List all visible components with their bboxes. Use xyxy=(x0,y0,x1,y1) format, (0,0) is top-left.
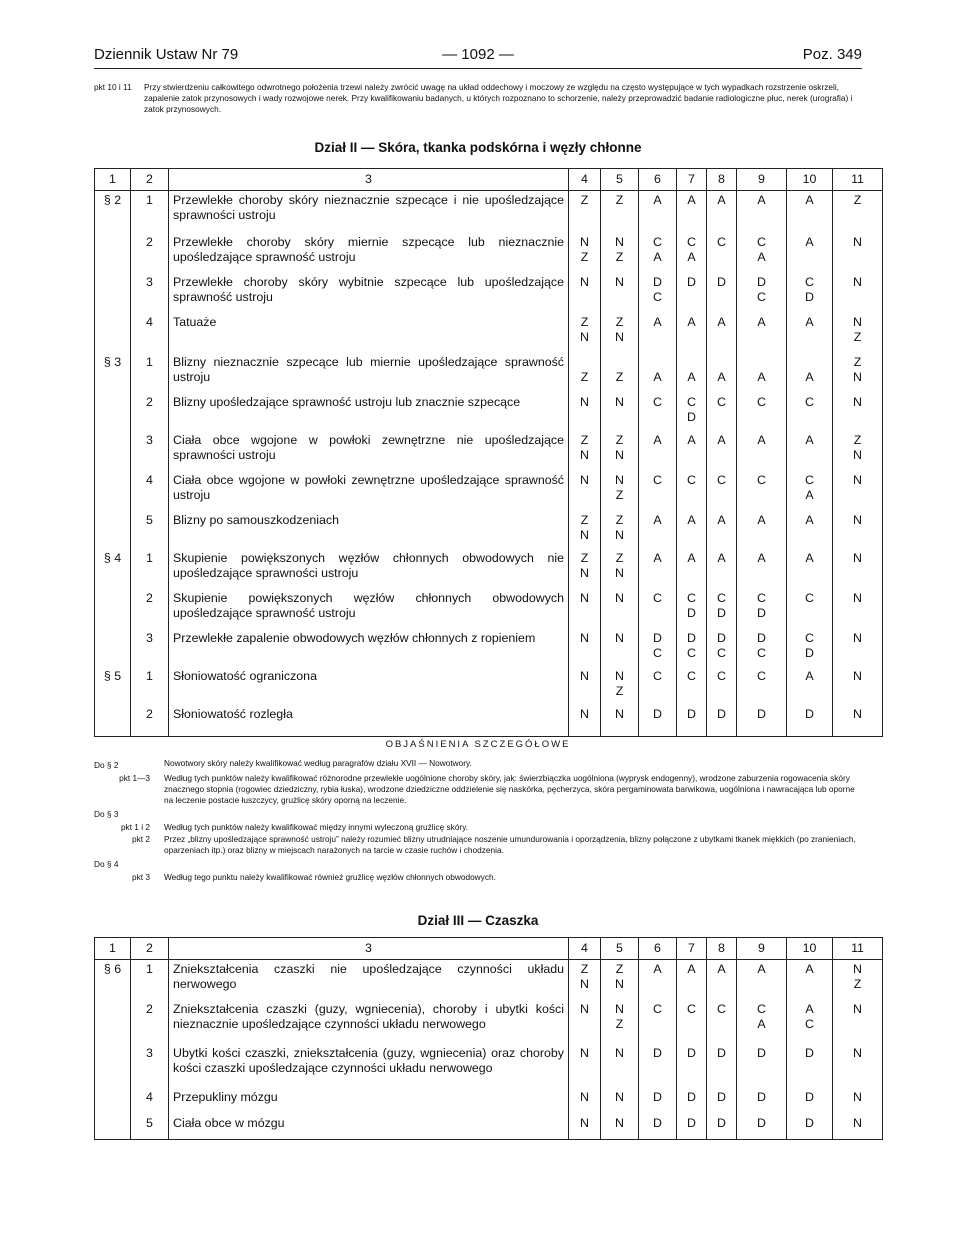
category-cell: A xyxy=(639,313,677,353)
category-cell: Z xyxy=(569,191,601,233)
category-cell: Z N xyxy=(601,431,639,471)
category-cell: A xyxy=(737,191,787,233)
category-cell: A xyxy=(677,313,707,353)
category-cell: D xyxy=(677,1044,707,1088)
category-cell: D C xyxy=(737,273,787,313)
category-cell: N xyxy=(833,589,883,629)
category-cell: A xyxy=(787,667,833,705)
category-cell: C xyxy=(639,1000,677,1044)
category-cell: A xyxy=(787,313,833,353)
position-number: Poz. 349 xyxy=(802,46,862,63)
category-cell: Z xyxy=(601,191,639,233)
table-row xyxy=(95,549,883,589)
category-cell: D xyxy=(677,1114,707,1140)
point-number-cell: 1 xyxy=(131,353,169,393)
explanation-row xyxy=(94,758,862,772)
category-cell: C A xyxy=(787,471,833,511)
column-header: 7 xyxy=(677,169,707,191)
category-cell: A xyxy=(677,431,707,471)
condition-description: Skupienie powiększonych węzłów chłonnych obwodowych upośledzające sprawność ustroju xyxy=(169,589,569,629)
category-cell: N Z xyxy=(833,960,883,1000)
point-number-cell: 5 xyxy=(131,1114,169,1140)
table-row xyxy=(95,273,883,313)
paragraph-cell: § 5 xyxy=(95,667,131,705)
category-cell: D xyxy=(677,273,707,313)
category-cell: C xyxy=(707,1000,737,1044)
category-cell: A xyxy=(787,191,833,233)
category-cell: N xyxy=(833,705,883,737)
paragraph-cell xyxy=(95,511,131,549)
point-number-cell: 4 xyxy=(131,1088,169,1114)
category-cell: D xyxy=(639,1114,677,1140)
category-cell: Z N xyxy=(601,511,639,549)
point-number-cell: 2 xyxy=(131,393,169,431)
explanation-point-label: pkt 1—3 xyxy=(119,773,150,783)
explanation-text: Według tych punktów należy kwalifikować między innymi wyleczoną gruźlicę skóry. xyxy=(164,822,469,832)
category-cell: N xyxy=(833,1088,883,1114)
point-number-cell: 4 xyxy=(131,313,169,353)
condition-description: Blizny upośledzające sprawność ustroju lub znacznie szpecące xyxy=(169,393,569,431)
column-header: 8 xyxy=(707,169,737,191)
category-cell: N xyxy=(833,1114,883,1140)
condition-description: Blizny po samouszkodzeniach xyxy=(169,511,569,549)
condition-description: Przewlekłe zapalenie obwodowych węzłów chłonnych z ropieniem xyxy=(169,629,569,667)
explanation-row xyxy=(94,872,862,883)
column-header: 4 xyxy=(569,938,601,960)
paragraph-cell xyxy=(95,629,131,667)
category-cell: Z N xyxy=(569,511,601,549)
category-cell: D xyxy=(787,1088,833,1114)
category-cell: C D xyxy=(737,589,787,629)
column-header: 7 xyxy=(677,938,707,960)
table-row xyxy=(95,431,883,471)
category-cell: Z N xyxy=(569,431,601,471)
category-cell: D xyxy=(707,273,737,313)
category-cell: N xyxy=(601,589,639,629)
explanation-text: Według tych punktów należy kwalifikować różnorodne przewlekłe uogólnione choroby skóry, jak: świerzbiączka uogólniona (wyprysk endogenny), wrodzone zaburzenia rogowacenia skóry znacznego stopnia (rogowiec dziedziczny, rybia łuska), wrodzone dziedziczne oddzielenie się naskórka, pęcherzyca, skóra pergaminowata barwikowa, uogólniona i nawracająca lub oporne na leczenie postacie łuszczycy, grużlicę skóry oporną na leczenie. xyxy=(164,773,855,805)
point-number-cell: 3 xyxy=(131,1044,169,1088)
category-cell: N Z xyxy=(601,667,639,705)
point-number-cell: 2 xyxy=(131,233,169,273)
condition-description: Zniekształcenia czaszki nie upośledzające czynności układu nerwowego xyxy=(169,960,569,1000)
category-cell: N xyxy=(569,629,601,667)
paragraph-cell xyxy=(95,705,131,737)
category-cell: N Z xyxy=(601,1000,639,1044)
category-cell: Z xyxy=(833,191,883,233)
explanation-row xyxy=(94,822,862,833)
category-cell: A xyxy=(677,353,707,393)
category-cell: A xyxy=(707,353,737,393)
category-cell: D xyxy=(707,1088,737,1114)
category-cell: Z N xyxy=(569,960,601,1000)
category-cell: C xyxy=(677,667,707,705)
category-cell: Z N xyxy=(569,549,601,589)
category-cell: D xyxy=(707,705,737,737)
category-cell: D xyxy=(737,1114,787,1140)
category-cell: D C xyxy=(639,629,677,667)
category-cell: N xyxy=(601,1114,639,1140)
category-cell: C xyxy=(639,393,677,431)
point-number-cell: 1 xyxy=(131,667,169,705)
section-title-dzial-3: Dział III — Czaszka xyxy=(417,913,539,928)
column-header: 3 xyxy=(169,169,569,191)
column-header: 11 xyxy=(833,169,883,191)
section-title-dzial-2: Dział II — Skóra, tkanka podskórna i węzły chłonne xyxy=(314,140,642,155)
category-cell: C A xyxy=(677,233,707,273)
point-number-cell: 3 xyxy=(131,273,169,313)
category-cell: N xyxy=(569,1114,601,1140)
category-cell: N xyxy=(833,629,883,667)
table-row xyxy=(95,191,883,233)
table-row xyxy=(95,353,883,393)
column-header: 6 xyxy=(639,169,677,191)
category-cell: C xyxy=(707,393,737,431)
column-header: 1 xyxy=(95,938,131,960)
paragraph-cell xyxy=(95,589,131,629)
category-cell: N xyxy=(601,1088,639,1114)
column-header: 9 xyxy=(737,938,787,960)
paragraph-cell xyxy=(95,471,131,511)
point-number-cell: 1 xyxy=(131,191,169,233)
paragraph-cell xyxy=(95,1114,131,1140)
category-cell: A xyxy=(707,511,737,549)
intro-paragraph xyxy=(94,82,862,115)
category-cell: D xyxy=(787,1114,833,1140)
column-header: 1 xyxy=(95,169,131,191)
category-cell: A C xyxy=(787,1000,833,1044)
category-cell: D xyxy=(737,1044,787,1088)
category-cell: N xyxy=(569,667,601,705)
category-cell: D xyxy=(639,1088,677,1114)
explanation-point-label: pkt 2 xyxy=(132,834,150,844)
category-cell: D xyxy=(707,1114,737,1140)
table-header-row xyxy=(95,169,883,191)
category-cell: Z N xyxy=(569,313,601,353)
explanation-text: Przez „blizny upośledzające sprawność ustroju” należy rozumieć blizny utrudniające noszenie umundurowania i oporządzenia, blizny połączone z ubytkami tkanek miękkich (po zranieniach, oparzeniach itp.) oraz blizny w miejscach narażonych na tarcie w czasie ruchów i chodzenia. xyxy=(164,834,856,855)
paragraph-cell: § 6 xyxy=(95,960,131,1000)
category-cell: D C xyxy=(639,273,677,313)
journal-title: Dziennik Ustaw Nr 79 xyxy=(94,46,239,63)
category-cell: C xyxy=(737,667,787,705)
category-cell: A xyxy=(677,191,707,233)
category-cell: N xyxy=(569,1088,601,1114)
category-cell: C xyxy=(787,393,833,431)
column-header: 2 xyxy=(131,169,169,191)
category-cell: N xyxy=(833,511,883,549)
category-cell: C xyxy=(707,233,737,273)
category-cell: A xyxy=(787,549,833,589)
column-header: 10 xyxy=(787,169,833,191)
category-cell: N xyxy=(601,273,639,313)
category-cell: C D xyxy=(787,273,833,313)
category-cell: A xyxy=(737,353,787,393)
column-header: 5 xyxy=(601,938,639,960)
condition-description: Słoniowatość ograniczona xyxy=(169,667,569,705)
explanation-paragraph-label: Do § 4 xyxy=(94,859,119,869)
category-cell: N xyxy=(569,1044,601,1088)
condition-description: Blizny nieznacznie szpecące lub miernie upośledzające sprawność ustroju xyxy=(169,353,569,393)
category-cell: Z xyxy=(569,353,601,393)
column-header: 8 xyxy=(707,938,737,960)
category-cell: D C xyxy=(707,629,737,667)
condition-description: Ubytki kości czaszki, zniekształcenia (guzy, wgniecenia) oraz choroby kości czaszki upośledzające czynności układu nerwowego xyxy=(169,1044,569,1088)
category-cell: N xyxy=(833,1000,883,1044)
category-cell: A xyxy=(639,960,677,1000)
point-number-cell: 5 xyxy=(131,511,169,549)
category-cell: C A xyxy=(737,233,787,273)
category-cell: C D xyxy=(677,393,707,431)
category-cell: C xyxy=(639,589,677,629)
point-number-cell: 2 xyxy=(131,705,169,737)
classification-table-dzial-2 xyxy=(94,168,883,737)
column-header: 10 xyxy=(787,938,833,960)
category-cell: A xyxy=(737,511,787,549)
category-cell: C xyxy=(707,667,737,705)
table-row xyxy=(95,313,883,353)
condition-description: Przewlekłe choroby skóry miernie szpecące lub nieznacznie upośledzające sprawność ustroju xyxy=(169,233,569,273)
category-cell: N xyxy=(601,1044,639,1088)
condition-description: Ciała obce w mózgu xyxy=(169,1114,569,1140)
category-cell: D xyxy=(639,705,677,737)
category-cell: C D xyxy=(787,629,833,667)
category-cell: N xyxy=(569,273,601,313)
category-cell: D C xyxy=(677,629,707,667)
category-cell: A xyxy=(787,511,833,549)
category-cell: A xyxy=(677,511,707,549)
category-cell: C xyxy=(707,471,737,511)
category-cell: D C xyxy=(737,629,787,667)
category-cell: Z xyxy=(601,353,639,393)
table-row xyxy=(95,511,883,549)
category-cell: N xyxy=(601,629,639,667)
condition-description: Przewlekłe choroby skóry wybitnie szpecące lub upośledzające sprawność ustroju xyxy=(169,273,569,313)
category-cell: N xyxy=(833,1044,883,1088)
category-cell: A xyxy=(737,960,787,1000)
table-header-row xyxy=(95,938,883,960)
category-cell: A xyxy=(707,960,737,1000)
paragraph-cell xyxy=(95,1044,131,1088)
table-row xyxy=(95,705,883,737)
category-cell: D xyxy=(737,1088,787,1114)
paragraph-cell: § 2 xyxy=(95,191,131,233)
paragraph-cell xyxy=(95,1088,131,1114)
point-number-cell: 3 xyxy=(131,629,169,667)
category-cell: A xyxy=(737,431,787,471)
paragraph-cell xyxy=(95,1000,131,1044)
category-cell: Z N xyxy=(601,313,639,353)
point-number-cell: 4 xyxy=(131,471,169,511)
explanation-row xyxy=(94,857,862,871)
column-header: 9 xyxy=(737,169,787,191)
category-cell: D xyxy=(787,705,833,737)
category-cell: C xyxy=(639,667,677,705)
column-header: 3 xyxy=(169,938,569,960)
paragraph-cell: § 3 xyxy=(95,353,131,393)
category-cell: A xyxy=(787,233,833,273)
page-number: — 1092 — xyxy=(442,46,514,63)
category-cell: N xyxy=(833,233,883,273)
category-cell: A xyxy=(787,960,833,1000)
explanations-heading: OBJAŚNIENIA SZCZEGÓŁOWE xyxy=(385,739,571,750)
category-cell: N xyxy=(601,705,639,737)
category-cell: N Z xyxy=(833,313,883,353)
category-cell: C A xyxy=(639,233,677,273)
category-cell: N xyxy=(569,393,601,431)
category-cell: A xyxy=(787,353,833,393)
explanation-point-label: pkt 1 i 2 xyxy=(120,822,150,832)
paragraph-cell xyxy=(95,273,131,313)
category-cell: N xyxy=(833,273,883,313)
table-row xyxy=(95,589,883,629)
condition-description: Ciała obce wgojone w powłoki zewnętrzne nie upośledzające sprawności ustroju xyxy=(169,431,569,471)
table-row xyxy=(95,1088,883,1114)
intro-label: pkt 10 i 11 xyxy=(94,82,132,92)
category-cell: N xyxy=(569,589,601,629)
condition-description: Przepukliny mózgu xyxy=(169,1088,569,1114)
paragraph-cell: § 4 xyxy=(95,549,131,589)
explanation-text: Nowotwory skóry należy kwalifikować według paragrafów działu XVII — Nowotwory. xyxy=(164,758,472,768)
point-number-cell: 2 xyxy=(131,1000,169,1044)
category-cell: A xyxy=(639,549,677,589)
category-cell: D xyxy=(707,1044,737,1088)
page-header xyxy=(94,46,862,69)
category-cell: D xyxy=(787,1044,833,1088)
category-cell: D xyxy=(677,705,707,737)
category-cell: A xyxy=(639,191,677,233)
category-cell: A xyxy=(787,431,833,471)
explanation-text: Według tego punktu należy kwalifikować również gruźlicę węzłów chłonnych obwodowych. xyxy=(164,872,496,882)
condition-description: Przewlekłe choroby skóry nieznacznie szpecące i nie upośledzające sprawności ustroju xyxy=(169,191,569,233)
table-row xyxy=(95,1044,883,1088)
point-number-cell: 3 xyxy=(131,431,169,471)
category-cell: A xyxy=(639,511,677,549)
table-row xyxy=(95,233,883,273)
column-header: 6 xyxy=(639,938,677,960)
category-cell: A xyxy=(639,431,677,471)
category-cell: A xyxy=(707,191,737,233)
category-cell: Z N xyxy=(601,960,639,1000)
category-cell: A xyxy=(677,960,707,1000)
category-cell: C D xyxy=(677,589,707,629)
explanation-row xyxy=(94,834,862,856)
category-cell: N Z xyxy=(601,471,639,511)
category-cell: C xyxy=(677,471,707,511)
category-cell: C xyxy=(737,393,787,431)
condition-description: Skupienie powiększonych węzłów chłonnych obwodowych nie upośledzające sprawności ustroju xyxy=(169,549,569,589)
category-cell: Z N xyxy=(833,353,883,393)
category-cell: D xyxy=(737,705,787,737)
paragraph-cell xyxy=(95,393,131,431)
classification-table-dzial-3 xyxy=(94,937,883,1140)
condition-description: Słoniowatość rozległa xyxy=(169,705,569,737)
condition-description: Tatuaże xyxy=(169,313,569,353)
paragraph-cell xyxy=(95,431,131,471)
table-row xyxy=(95,1000,883,1044)
category-cell: C A xyxy=(737,1000,787,1044)
intro-text: Przy stwierdzeniu całkowitego odwrotnego położenia trzewi należy zwrócić uwagę na układ oddechowy i moczowy ze względu na często występujące w tych wypadkach rozstrzenie oskrzeli, zapalenie zatok przynosowych i wady rozwojowe nerek. Przy kwalifikowaniu badanych, u których rozpoznano to schorzenie, należy przeprowadzić badanie radiologiczne płuc, nerek (urografia) i zatok przynosowych. xyxy=(144,82,853,114)
paragraph-cell xyxy=(95,233,131,273)
category-cell: C D xyxy=(707,589,737,629)
category-cell: Z N xyxy=(601,549,639,589)
category-cell: C xyxy=(677,1000,707,1044)
category-cell: N xyxy=(833,393,883,431)
category-cell: N xyxy=(569,471,601,511)
category-cell: D xyxy=(639,1044,677,1088)
paragraph-cell xyxy=(95,313,131,353)
category-cell: A xyxy=(707,313,737,353)
category-cell: N xyxy=(569,705,601,737)
point-number-cell: 1 xyxy=(131,960,169,1000)
point-number-cell: 2 xyxy=(131,589,169,629)
table-row xyxy=(95,667,883,705)
explanation-point-label: pkt 3 xyxy=(132,872,150,882)
table-row xyxy=(95,471,883,511)
point-number-cell: 1 xyxy=(131,549,169,589)
category-cell: D xyxy=(677,1088,707,1114)
table-row xyxy=(95,393,883,431)
category-cell: A xyxy=(639,353,677,393)
category-cell: N Z xyxy=(569,233,601,273)
category-cell: C xyxy=(639,471,677,511)
explanation-paragraph-label: Do § 2 xyxy=(94,760,119,770)
category-cell: A xyxy=(707,549,737,589)
table-row xyxy=(95,629,883,667)
category-cell: N xyxy=(833,549,883,589)
category-cell: N xyxy=(601,393,639,431)
table-row xyxy=(95,960,883,1000)
explanation-row xyxy=(94,773,862,806)
column-header: 4 xyxy=(569,169,601,191)
column-header: 11 xyxy=(833,938,883,960)
explanation-paragraph-label: Do § 3 xyxy=(94,809,119,819)
condition-description: Ciała obce wgojone w powłoki zewnętrzne upośledzające sprawność ustroju xyxy=(169,471,569,511)
category-cell: N xyxy=(833,667,883,705)
column-header: 2 xyxy=(131,938,169,960)
category-cell: A xyxy=(737,313,787,353)
category-cell: N xyxy=(833,471,883,511)
category-cell: C xyxy=(787,589,833,629)
category-cell: Z N xyxy=(833,431,883,471)
explanation-row xyxy=(94,807,862,821)
category-cell: A xyxy=(737,549,787,589)
category-cell: N xyxy=(569,1000,601,1044)
category-cell: A xyxy=(707,431,737,471)
category-cell: N Z xyxy=(601,233,639,273)
explanations-list xyxy=(94,758,862,884)
category-cell: C xyxy=(737,471,787,511)
category-cell: A xyxy=(677,549,707,589)
table-row xyxy=(95,1114,883,1140)
column-header: 5 xyxy=(601,169,639,191)
condition-description: Zniekształcenia czaszki (guzy, wgniecenia), choroby i ubytki kości nieznacznie upośledzające czynności układu nerwowego xyxy=(169,1000,569,1044)
